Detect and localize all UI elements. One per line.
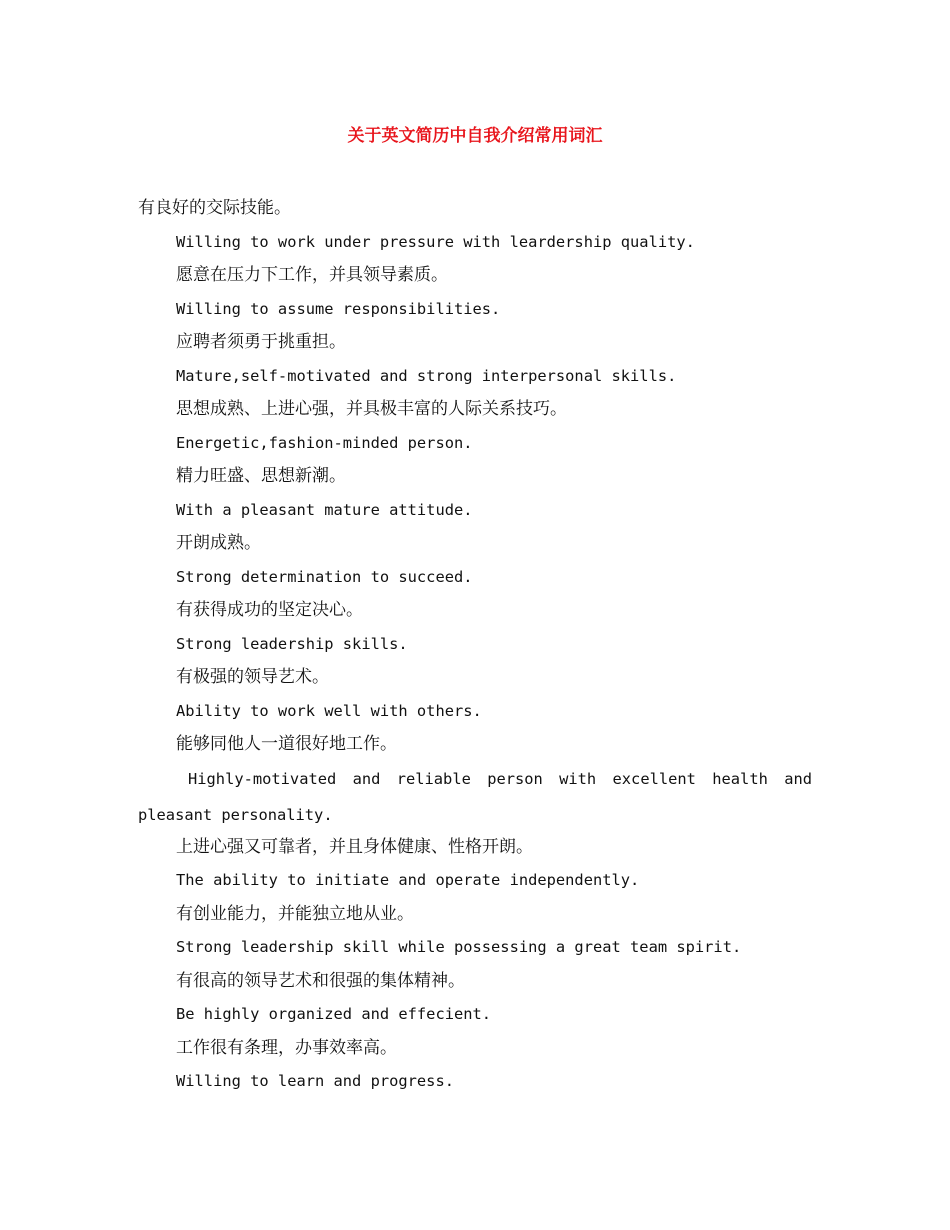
text-line: With a pleasant mature attitude. <box>176 500 473 519</box>
text-line: Energetic,fashion-minded person. <box>176 433 473 452</box>
text-line: 有极强的领导艺术。 <box>176 667 329 687</box>
text-line: Strong determination to succeed. <box>176 567 473 586</box>
text-line: 有良好的交际技能。 <box>138 198 291 218</box>
text-line: 应聘者须勇于挑重担。 <box>176 332 346 352</box>
text-line: 精力旺盛、思想新潮。 <box>176 466 346 486</box>
text-line: Ability to work well with others. <box>176 701 482 720</box>
document-title: 关于英文简历中自我介绍常用词汇 <box>347 126 603 146</box>
text-line: Be highly organized and effecient. <box>176 1005 492 1023</box>
text-line: 思想成熟、上进心强，并具极丰富的人际关系技巧。 <box>176 399 567 419</box>
text-line: Strong leadership skill while possessing a great team spirit. <box>176 938 742 956</box>
text-line: Willing to assume responsibilities. <box>176 299 501 318</box>
text-paragraph: Highly-motivated and reliable person with excellent health and pleasant personality. <box>138 769 812 824</box>
text-line: The ability to initiate and operate independently. <box>176 871 640 889</box>
text-line: 有创业能力，并能独立地从业。 <box>176 903 414 924</box>
text-line: 有获得成功的坚定决心。 <box>176 600 363 620</box>
text-line: 愿意在压力下工作，并具领导素质。 <box>176 265 448 285</box>
text-line: Mature,self-motivated and strong interpersonal skills. <box>176 366 677 385</box>
document-body <box>138 192 812 1099</box>
text-line: 能够同他人一道很好地工作。 <box>176 734 397 754</box>
text-line: Willing to learn and progress. <box>176 1072 454 1090</box>
text-line: 上进心强又可靠者，并且身体健康、性格开朗。 <box>176 836 533 857</box>
text-line: 工作很有条理，办事效率高。 <box>176 1037 397 1058</box>
text-line: 开朗成熟。 <box>176 533 261 553</box>
text-line: Strong leadership skills. <box>176 634 408 653</box>
text-line: 有很高的领导艺术和很强的集体精神。 <box>176 970 465 991</box>
text-line: Willing to work under pressure with leardership quality. <box>176 232 695 251</box>
